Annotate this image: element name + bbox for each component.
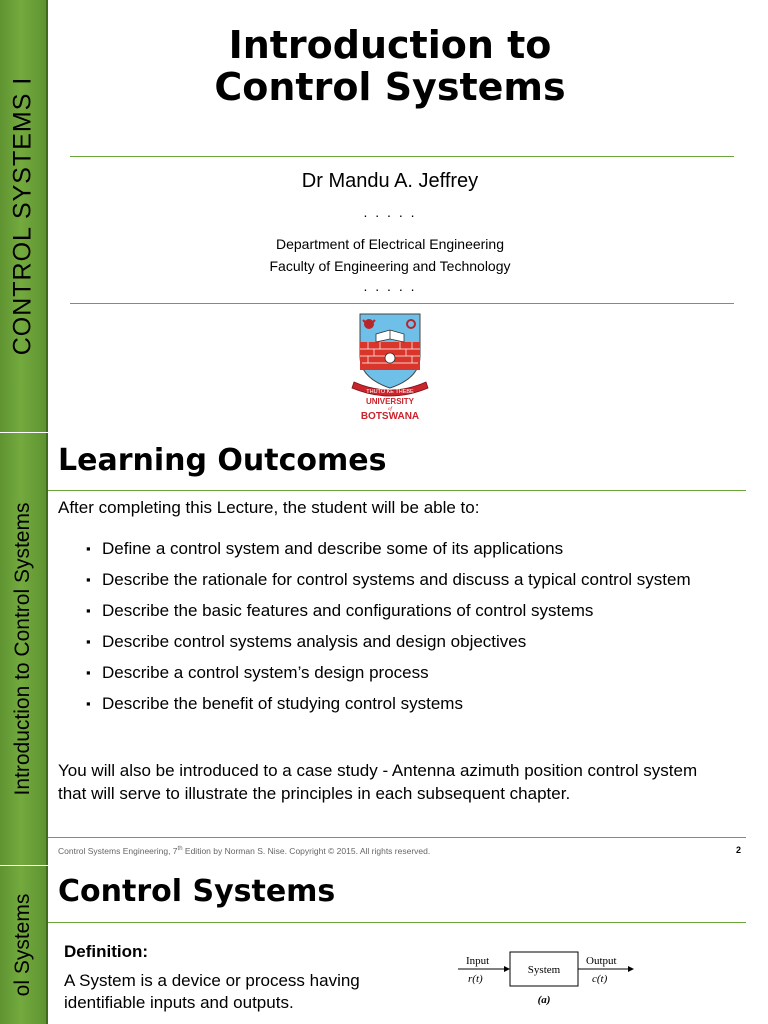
outcome-item: ▪ Describe control systems analysis and design objectives bbox=[86, 630, 706, 653]
case-study-text: You will also be introduced to a case study - Antenna azimuth position control system that will serve to illustrate the principles in each subsequent chapter. bbox=[58, 761, 698, 803]
logo-name-line2: of bbox=[388, 407, 392, 412]
diagram-input-signal: r(t) bbox=[468, 973, 483, 985]
slide-heading: Control Systems bbox=[58, 874, 336, 909]
author-name: Dr Mandu A. Jeffrey bbox=[301, 170, 479, 192]
faculty-name: Faculty of Engineering and Technology bbox=[269, 258, 511, 274]
outcome-item: ▪ Describe the basic features and configurations of control systems bbox=[86, 599, 706, 622]
definition-label: Definition: bbox=[64, 942, 149, 961]
title-line-2: Control Systems bbox=[214, 65, 566, 109]
slide-title bbox=[70, 24, 710, 108]
title-divider bbox=[70, 156, 734, 157]
department-name: Department of Electrical Engineering bbox=[275, 236, 504, 252]
definition-text: A System is a device or process having identifiable inputs and outputs. bbox=[64, 971, 360, 1012]
logo-motto: THUTO KE THEBE bbox=[366, 389, 414, 395]
intro-text: After completing this Lecture, the student will be able to: bbox=[58, 498, 480, 517]
outcome-item: ▪ Describe a control system’s design process bbox=[86, 661, 706, 684]
logo-name-line3: BOTSWANA bbox=[360, 411, 420, 422]
outcomes-list bbox=[86, 537, 706, 723]
diagram-output-signal: c(t) bbox=[592, 973, 608, 985]
learning-outcomes-slide bbox=[0, 433, 768, 865]
page-number: 2 bbox=[736, 845, 742, 855]
diagram-block-label: System bbox=[527, 964, 561, 976]
system-block-diagram bbox=[458, 948, 644, 1010]
slide-sidebar bbox=[0, 866, 48, 1024]
slide-sidebar bbox=[0, 0, 48, 432]
outcome-item: ▪ Define a control system and describe some of its applications bbox=[86, 537, 706, 560]
sidebar-label: CONTROL SYSTEMS I bbox=[8, 76, 37, 356]
diagram-input-label: Input bbox=[466, 955, 490, 967]
title-line-1: Introduction to bbox=[228, 23, 552, 67]
sidebar-label: ol Systems bbox=[11, 893, 34, 997]
heading-divider bbox=[48, 922, 746, 923]
output-arrowhead-icon bbox=[628, 966, 634, 972]
separator-dots: . . . . . bbox=[363, 278, 417, 294]
input-arrowhead-icon bbox=[504, 966, 510, 972]
footer-divider bbox=[48, 837, 746, 838]
sidebar-label: Introduction to Control Systems bbox=[11, 502, 34, 796]
slide-sidebar bbox=[0, 433, 48, 865]
outcome-item: ▪ Describe the benefit of studying control systems bbox=[86, 692, 706, 715]
diagram-caption: (a) bbox=[537, 994, 551, 1006]
separator-dots: . . . . . bbox=[363, 204, 417, 220]
title-slide bbox=[0, 0, 768, 432]
outcome-item: ▪ Describe the rationale for control systems and discuss a typical control system bbox=[86, 568, 706, 591]
slide-heading: Learning Outcomes bbox=[58, 443, 387, 478]
university-crest-logo bbox=[348, 312, 432, 422]
footer-copyright: Control Systems Engineering, 7th Edition by Norman S. Nise. Copyright © 2015. All rights reserved. bbox=[58, 846, 431, 856]
author-divider bbox=[70, 303, 734, 304]
heading-divider bbox=[48, 490, 746, 491]
logo-name-line1: UNIVERSITY bbox=[365, 397, 415, 406]
control-systems-slide bbox=[0, 866, 768, 1024]
diagram-output-label: Output bbox=[586, 955, 617, 967]
